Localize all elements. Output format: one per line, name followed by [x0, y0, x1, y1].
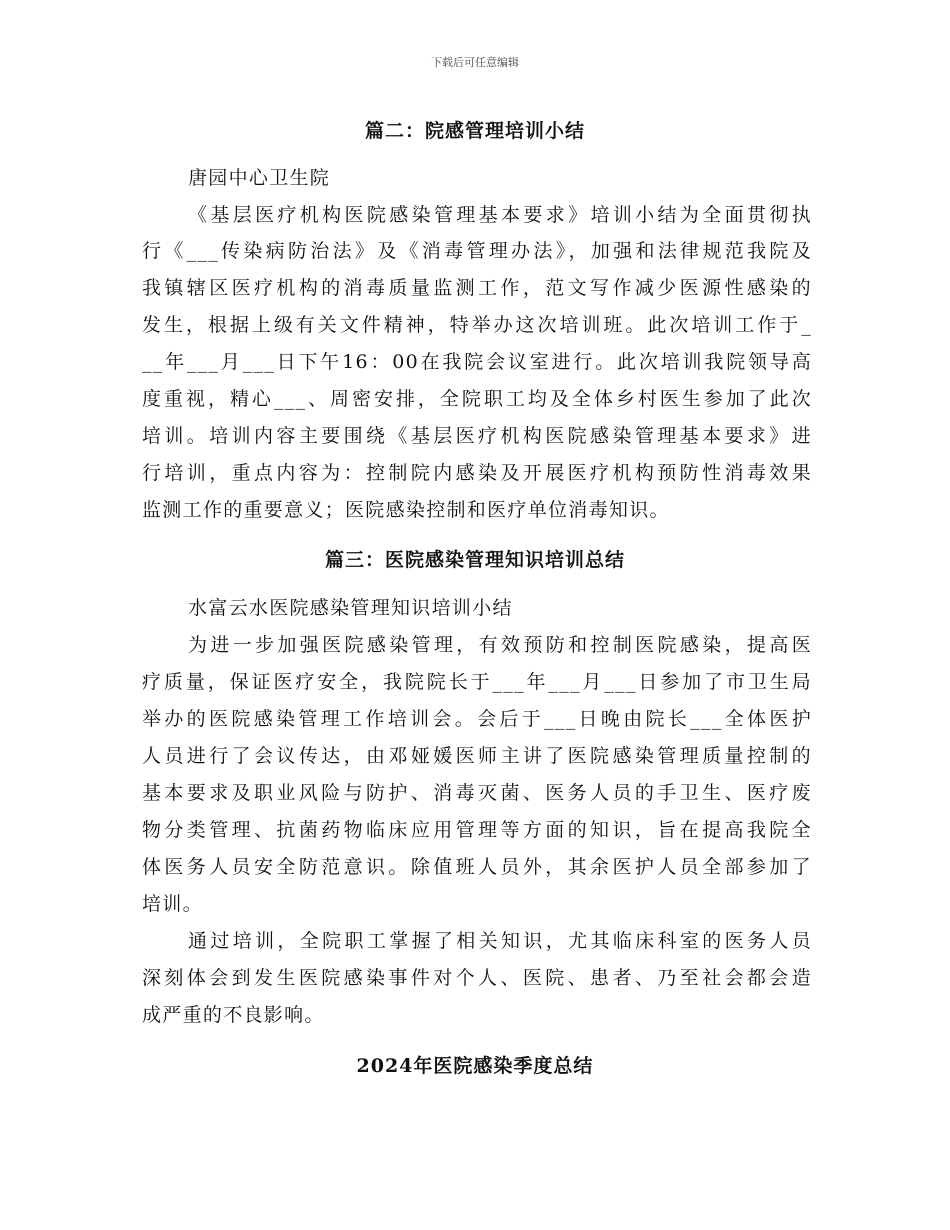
section-title: 篇三：医院感染管理知识培训总结 [324, 549, 625, 571]
paragraph-line: 培训。培训内容主要围绕《基层医疗机构医院感染管理基本要求》进 [142, 425, 812, 447]
paragraph-line: 发生，根据上级有关文件精神，特举办这次培训班。此次培训工作于_ [142, 314, 812, 336]
paragraph-line: 行《___传染病防治法》及《消毒管理办法》，加强和法律规范我院及 [142, 240, 812, 262]
document-title: 2024年医院感染季度总结 [356, 1055, 594, 1077]
paragraph-line: 培训。 [142, 893, 203, 915]
section-title: 篇二：院感管理培训小结 [364, 120, 585, 142]
paragraph-line: 我镇辖区医疗机构的消毒质量监测工作，范文写作减少医源性感染的 [142, 277, 812, 299]
paragraph-line: 《基层医疗机构医院感染管理基本要求》培训小结为全面贯彻执 [188, 204, 812, 226]
paragraph-line: 物分类管理、抗菌药物临床应用管理等方面的知识，旨在提高我院全 [142, 819, 812, 841]
paragraph-line: 成严重的不良影响。 [142, 1004, 325, 1026]
paragraph-line: 为进一步加强医院感染管理，有效预防和控制医院感染，提高医 [188, 634, 812, 656]
paragraph-line: 唐园中心卫生院 [188, 167, 331, 189]
paragraph-line: 体医务人员安全防范意识。除值班人员外，其余医护人员全部参加了 [142, 856, 812, 878]
paragraph-line: 举办的医院感染管理工作培训会。会后于___日晚由院长___全体医护 [142, 708, 812, 730]
paragraph-line: 基本要求及职业风险与防护、消毒灭菌、医务人员的手卫生、医疗废 [142, 782, 812, 804]
paragraph-line: 度重视，精心___、周密安排，全院职工均及全体乡村医生参加了此次 [142, 388, 812, 410]
paragraph-line: __年___月___日下午16：00在我院会议室进行。此次培训我院领导高 [142, 351, 812, 373]
paragraph-line: 通过培训，全院职工掌握了相关知识，尤其临床科室的医务人员 [188, 930, 812, 952]
paragraph-line: 监测工作的重要意义；医院感染控制和医疗单位消毒知识。 [142, 499, 670, 521]
paragraph-line: 人员进行了会议传达，由邓娅媛医师主讲了医院感染管理质量控制的 [142, 745, 812, 767]
paragraph-line: 行培训，重点内容为：控制院内感染及开展医疗机构预防性消毒效果 [142, 462, 812, 484]
page-header-note: 下载后可任意编辑 [431, 56, 519, 69]
paragraph-line: 水富云水医院感染管理知识培训小结 [188, 597, 513, 619]
paragraph-line: 深刻体会到发生医院感染事件对个人、医院、患者、乃至社会都会造 [142, 967, 812, 989]
paragraph-line: 疗质量，保证医疗安全，我院院长于___年___月___日参加了市卫生局 [142, 671, 812, 693]
